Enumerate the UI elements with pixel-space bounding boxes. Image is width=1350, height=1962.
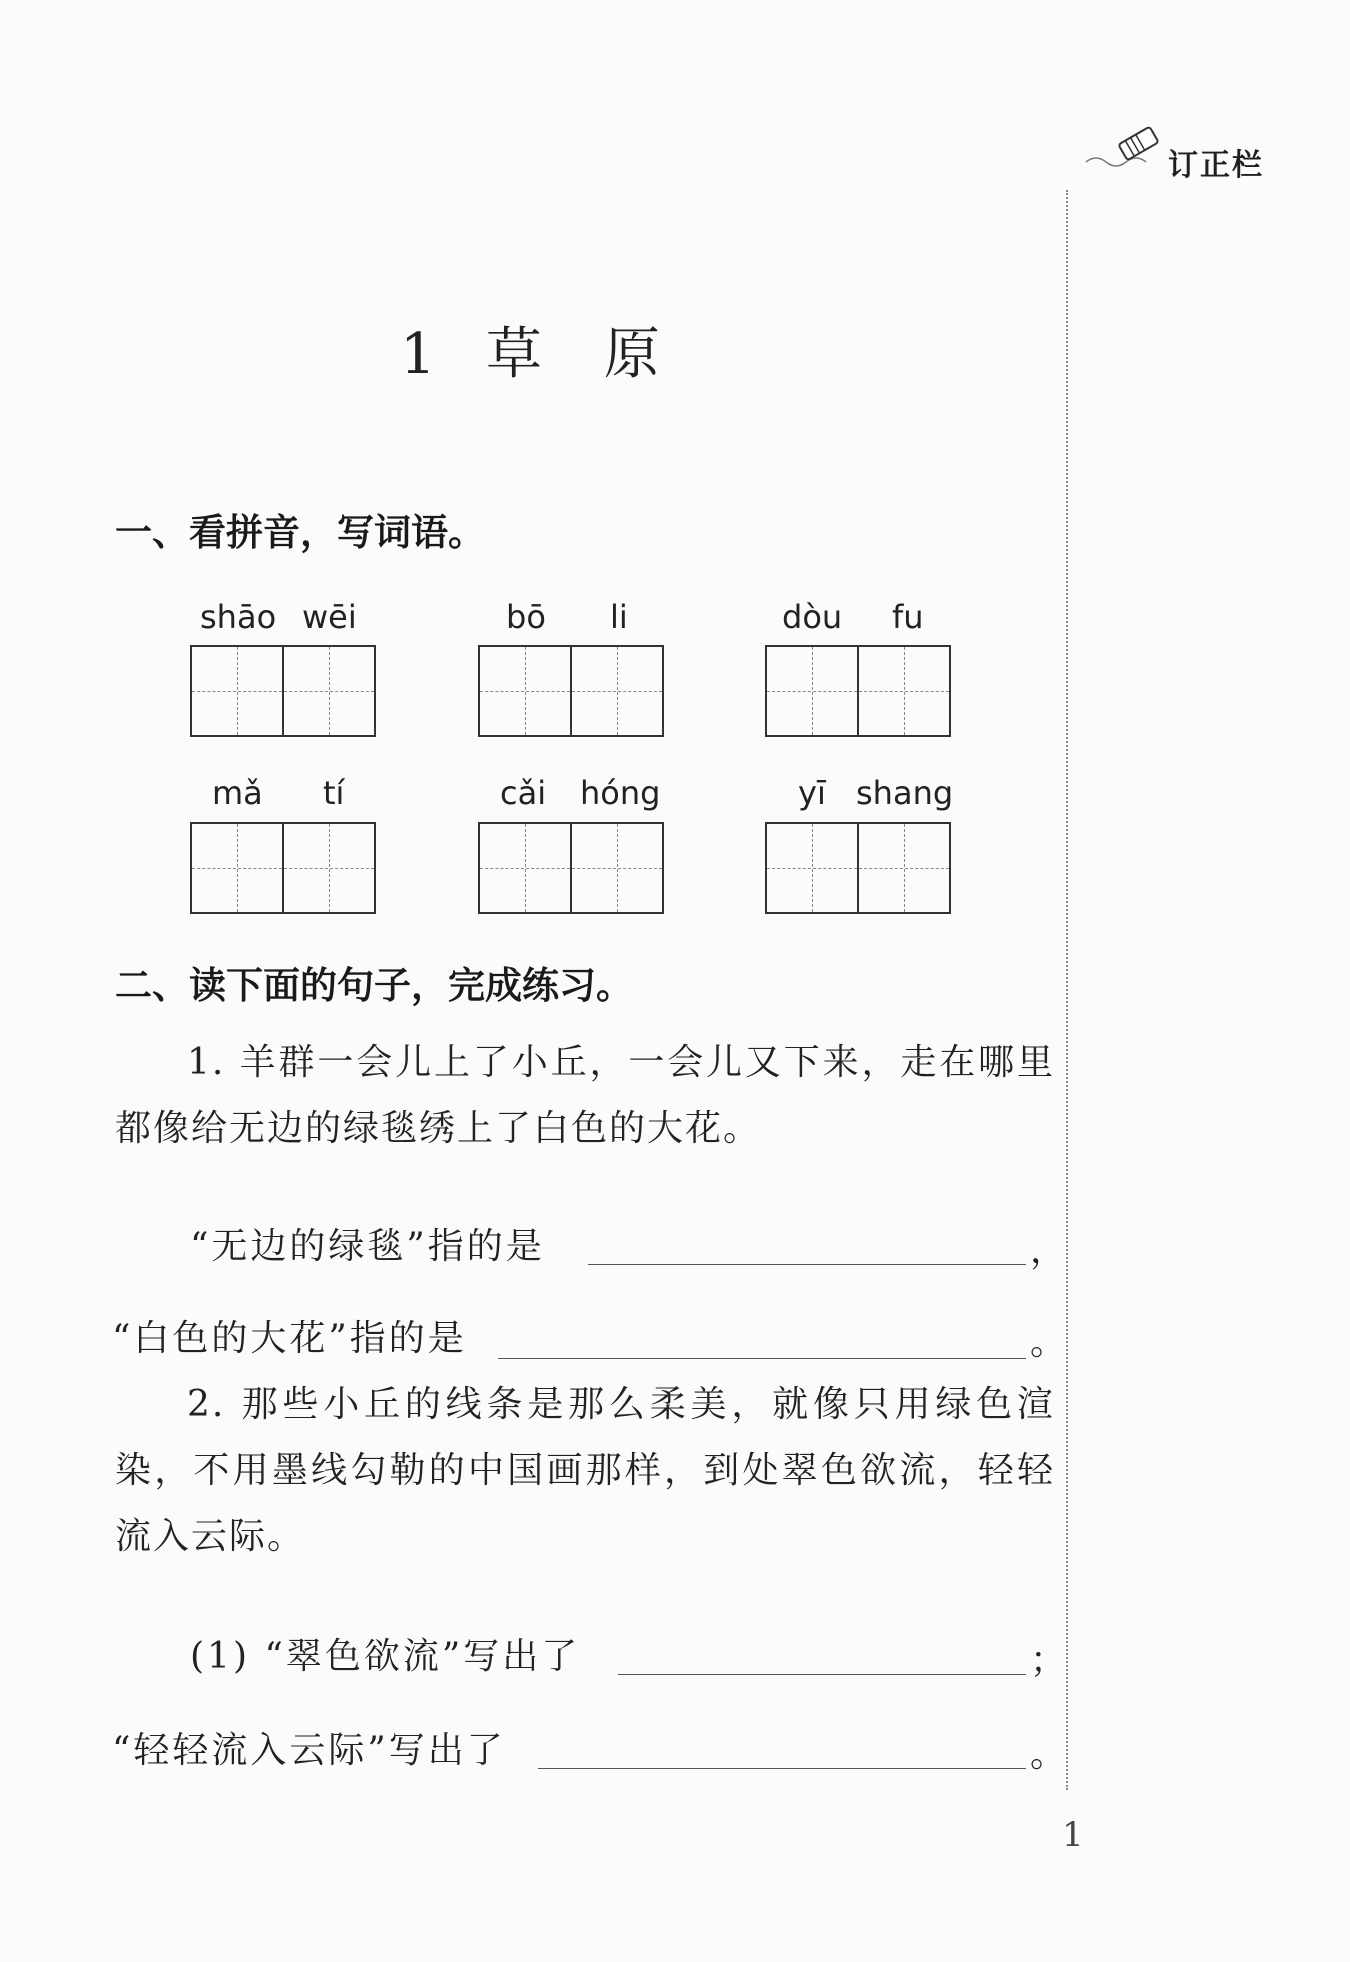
pinyin-syllable: fu <box>892 598 924 636</box>
question-2b-punctuation: 。 <box>1030 1734 1067 1775</box>
lesson-title-char-1: 草 <box>485 322 548 387</box>
pinyin-syllable: hóng <box>580 774 661 812</box>
question-1a-punctuation: ， <box>1030 1230 1067 1271</box>
section-2-heading: 二、读下面的句子，完成练习。 <box>115 964 633 1007</box>
pinyin-syllable: shang <box>856 774 954 812</box>
passage-2-text: 2. 那些小丘的线条是那么柔美，就像只用绿色渲染，不用墨线勾勒的中国画那样，到处翠色欲流，轻轻流入云际。 <box>115 1384 1055 1557</box>
question-2b-prompt: “轻轻流入云际”写出了 <box>112 1730 506 1771</box>
pinyin-syllable: yī <box>798 774 826 812</box>
pinyin-syllable: dòu <box>782 598 843 636</box>
pinyin-syllable: shāo <box>200 598 277 636</box>
pinyin-syllable: tí <box>323 774 345 812</box>
correction-column-divider <box>1066 190 1068 1790</box>
writing-grid-box[interactable] <box>190 822 376 914</box>
writing-grid-box[interactable] <box>478 645 664 737</box>
writing-grid-box[interactable] <box>765 822 951 914</box>
pinyin-syllable: mǎ <box>212 774 263 812</box>
answer-blank[interactable] <box>498 1358 1026 1359</box>
question-2a-prompt: (1) “翠色欲流”写出了 <box>190 1636 581 1677</box>
lesson-number: 1 <box>400 322 442 387</box>
writing-grid-box[interactable] <box>765 645 951 737</box>
question-2a-punctuation: ； <box>1030 1640 1067 1681</box>
page-number: 1 <box>1062 1815 1084 1855</box>
writing-grid-box[interactable] <box>190 645 376 737</box>
question-1b-punctuation: 。 <box>1030 1322 1067 1363</box>
pinyin-syllable: li <box>610 598 628 636</box>
pencil-eraser-icon <box>1082 118 1172 174</box>
lesson-title <box>0 310 1066 390</box>
passage-1-text: 1. 羊群一会儿上了小丘，一会儿又下来，走在哪里都像给无边的绿毯绣上了白色的大花。 <box>115 1042 1055 1149</box>
passage-2 <box>115 1372 1055 1570</box>
question-1b-prompt: “白色的大花”指的是 <box>112 1318 467 1359</box>
pinyin-syllable: cǎi <box>500 774 547 812</box>
answer-blank[interactable] <box>588 1264 1026 1265</box>
correction-column-label: 订正栏 <box>1168 148 1264 183</box>
section-1-heading: 一、看拼音，写词语。 <box>115 511 485 554</box>
pinyin-syllable: bō <box>506 598 546 636</box>
question-1a-prompt: “无边的绿毯”指的是 <box>190 1226 545 1267</box>
answer-blank[interactable] <box>538 1768 1026 1769</box>
lesson-title-char-2: 原 <box>603 322 666 387</box>
pinyin-syllable: wēi <box>302 598 357 636</box>
writing-grid-box[interactable] <box>478 822 664 914</box>
answer-blank[interactable] <box>618 1674 1026 1675</box>
passage-1 <box>115 1030 1055 1162</box>
